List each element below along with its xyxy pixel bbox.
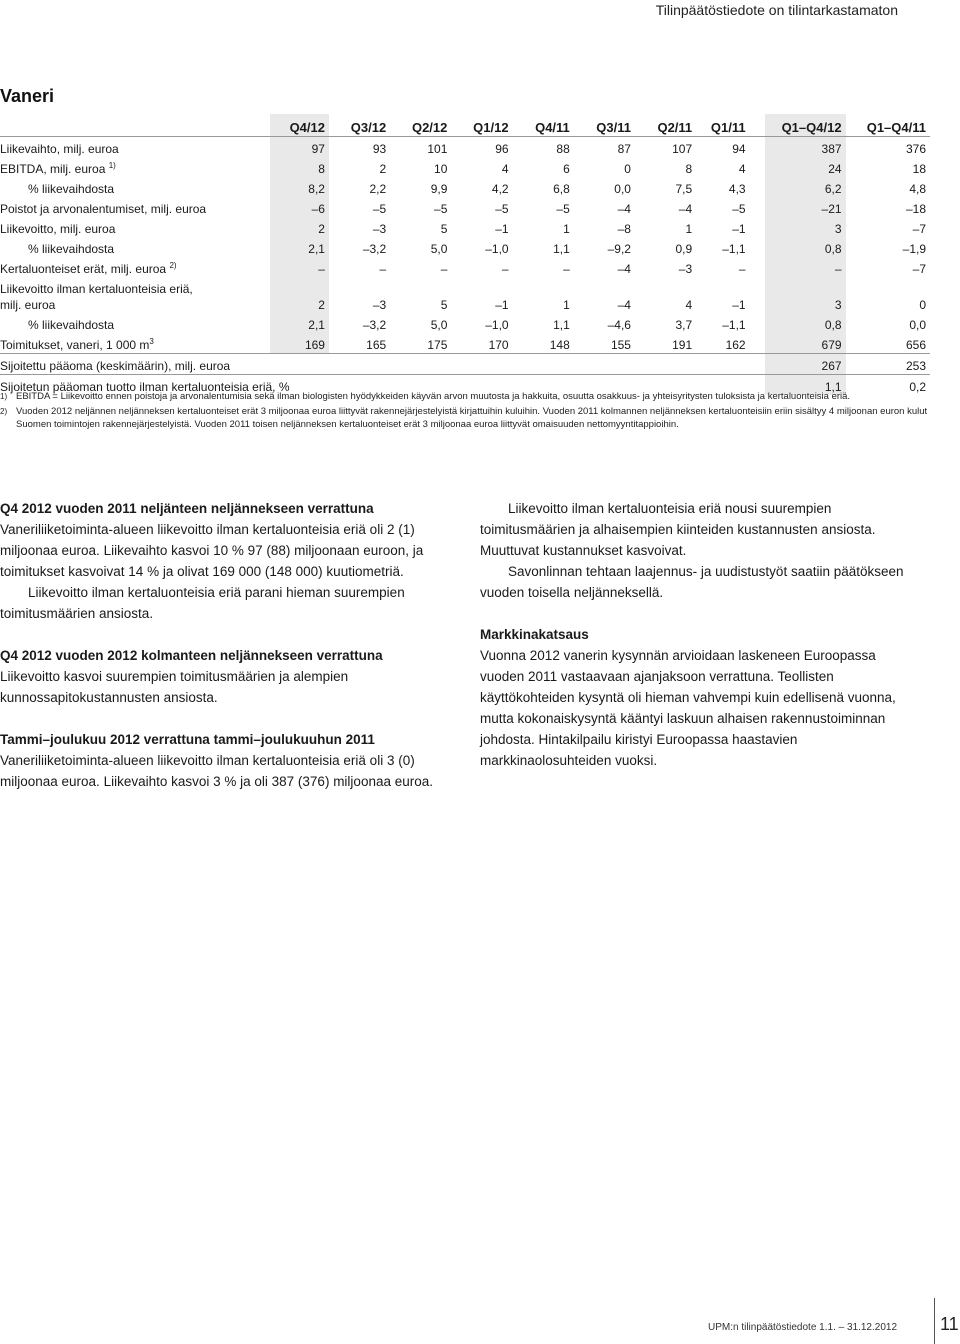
table-cell: 8	[270, 157, 329, 177]
table-cell: 0	[919, 298, 926, 312]
table-header-blank	[0, 114, 270, 137]
table-cell: 24	[765, 157, 846, 177]
table-cell: 5,0	[430, 242, 448, 256]
table-row	[0, 277, 930, 313]
section-title: Vaneri	[0, 86, 55, 106]
table-row	[0, 313, 930, 333]
table-cell: 6,2	[765, 177, 846, 197]
table-cell: –1,1	[722, 242, 746, 256]
subheading: Tammi–joulukuu 2012 verrattuna tammi–joulukuuhun 2011	[0, 732, 375, 747]
subheading: Q4 2012 vuoden 2012 kolmanteen neljännekseen verrattuna	[0, 648, 383, 663]
table-cell: 4	[738, 162, 746, 176]
table-cell: 9,9	[430, 182, 448, 196]
row-label: Liikevoitto, milj. euroa	[0, 222, 116, 236]
table-cell: 0,2	[846, 375, 930, 396]
column-header: Q1–Q4/11	[866, 120, 926, 135]
footnote	[0, 405, 930, 431]
table-cell: –1,1	[722, 318, 746, 332]
table-cell: 96	[451, 137, 512, 158]
column-header: Q4/11	[535, 120, 570, 135]
footer-text: UPM:n tilinpäätöstiedote 1.1. – 31.12.2012	[708, 1322, 898, 1333]
table-cell: 6	[563, 162, 570, 176]
table-cell: 4,3	[728, 182, 746, 196]
footnote-text: EBITDA = Liikevoitto ennen poistoja ja arvonalentumisia sekä ilman biologisten hyödykkeiden käyvän arvon muutosta ja hakkuita, osuutta osakkuus- ja yhteisyritysten tuloksista ja kertaluonteisia eriä.	[16, 391, 851, 402]
table-row	[0, 177, 930, 197]
footnote-text: Vuoden 2012 neljännen neljänneksen kertaluonteiset erät 3 miljoonaa euroa liittyvät rakennejärjestelyistä kirjattuihin kuluihin. Vuoden 2011 kolmannen neljänneksen kertaluonteisiin eriin sisältyy 4 miljoonan euron kulut Suomen toimintojen rakennejärjestelyistä. Vuoden 2011 toisen neljänneksen kertaluonteiset erät 3 miljoonaa euroa liittyvät omaisuuden nettomyyntitappioihin.	[16, 406, 928, 430]
table-row	[0, 217, 930, 237]
table-cell: –1	[732, 298, 746, 312]
table-cell: 7,5	[675, 182, 693, 196]
column-header: Q2/11	[657, 120, 693, 135]
table-cell: 8,2	[270, 177, 329, 197]
table-cell: –18	[905, 202, 926, 216]
row-label: % liikevaihdosta	[28, 318, 115, 332]
table-cell: –8	[617, 222, 631, 236]
table-row	[0, 197, 930, 217]
left-column	[0, 498, 442, 792]
row-label: % liikevaihdosta	[28, 182, 115, 196]
right-column	[480, 498, 922, 771]
footer-divider	[934, 1298, 935, 1344]
table-cell: –1,0	[485, 318, 509, 332]
table-cell: 1	[563, 222, 570, 236]
table-cell: 253	[846, 354, 930, 375]
table-cell: 4	[501, 162, 509, 176]
table-cell: 175	[427, 338, 448, 352]
row-label: Sijoitetun pääoman tuotto ilman kertaluonteisia eriä, %	[0, 375, 750, 396]
table-cell: 376	[846, 137, 930, 158]
table-cell: –5	[372, 202, 387, 216]
table-header-row	[0, 114, 930, 137]
table-cell: –3,2	[362, 318, 387, 332]
table-cell: 5	[440, 298, 448, 312]
table-row	[0, 137, 930, 158]
table-cell: 1,1	[553, 242, 570, 256]
column-header: Q2/12	[411, 120, 448, 135]
table-cell: 2,2	[369, 182, 387, 196]
table-cell: 191	[672, 338, 693, 352]
column-header: Q1/12	[473, 120, 509, 135]
table-cell: –1,9	[902, 242, 926, 256]
column-header: Q1/11	[710, 120, 746, 135]
table-cell: –3	[372, 222, 387, 236]
table-cell: –6	[270, 197, 329, 217]
table-cell: 267	[765, 354, 846, 375]
table-cell: 8	[685, 162, 693, 176]
table-cell: –21	[765, 197, 846, 217]
table-row	[0, 257, 930, 277]
table-row	[0, 333, 930, 354]
table-cell: 155	[610, 338, 631, 352]
table-row	[0, 354, 930, 375]
table-cell: 1	[685, 222, 693, 236]
financial-table	[0, 114, 930, 395]
table-cell: –9,2	[607, 242, 631, 256]
row-label: Toimitukset, vaneri, 1 000 $m^3$	[0, 337, 154, 352]
superscript-3: 3	[149, 337, 154, 346]
table-cell: 170	[488, 338, 509, 352]
table-cell: 0	[624, 162, 631, 176]
table-cell: –4	[617, 202, 631, 216]
table-cell: –4	[678, 202, 693, 216]
table-cell: 18	[912, 162, 926, 176]
footnote-mark: 1)	[0, 392, 8, 401]
table-cell: 656	[905, 338, 926, 352]
table-cell: 94	[696, 137, 749, 158]
row-label: Liikevaihto, milj. euroa	[0, 137, 270, 158]
table-cell: –4,6	[607, 318, 631, 332]
row-label: Poistot ja arvonalentumiset, milj. euroa	[0, 202, 207, 216]
table-cell: 2,1	[270, 313, 329, 333]
paragraph: Liikevoitto ilman kertaluonteisia eriä parani hieman suurempien toimitusmäärien ansiosta.	[0, 585, 405, 621]
table-cell: –	[270, 257, 329, 277]
table-cell: 2	[270, 217, 329, 237]
table-cell: 2,1	[270, 237, 329, 257]
table-cell: –5	[556, 202, 570, 216]
table-cell: 4,2	[491, 182, 509, 196]
table-cell: 93	[329, 137, 390, 158]
table-cell: –4	[617, 262, 631, 276]
table-cell: 88	[513, 137, 574, 158]
footnotes	[0, 390, 930, 433]
table-cell: 0,8	[765, 237, 846, 257]
table-cell: –3	[372, 298, 387, 312]
table-cell: 1,1	[553, 318, 570, 332]
table-cell: –1	[732, 222, 746, 236]
table-cell: 10	[434, 162, 448, 176]
table-cell: 2	[270, 277, 329, 313]
table-cell: –	[501, 262, 509, 276]
running-header: Tilinpäätöstiedote on tilintarkastamaton	[655, 2, 898, 18]
footnote-mark: 2)	[0, 407, 8, 416]
table-cell: –5	[495, 202, 509, 216]
table-cell: –1	[495, 222, 509, 236]
table-cell: 4	[685, 298, 693, 312]
row-label: Kertaluonteiset erät, milj. euroa $^{2)}$	[0, 261, 177, 276]
paragraph: Vaneriliiketoiminta-alueen liikevoitto ilman kertaluonteisia eriä oli 2 (1) miljoonaa euroa. Liikevaihto kasvoi 10 % 97 (88) miljoonaan euroon, ja toimitukset kasvoivat 14 % ja olivat 169 000 (148 000) kuutiometriä.	[0, 522, 424, 579]
table-cell: 87	[574, 137, 635, 158]
paragraph: Savonlinnan tehtaan laajennus- ja uudistustyöt saatiin päätökseen vuoden toisella neljänneksellä.	[480, 564, 904, 600]
table-cell: 3	[765, 217, 846, 237]
table-cell: 5	[440, 222, 448, 236]
table-cell: –5	[434, 202, 448, 216]
table-row	[0, 157, 930, 177]
footnote-marker: 1)	[108, 161, 116, 170]
table-cell: –4	[617, 298, 631, 312]
subheading: Q4 2012 vuoden 2011 neljänteen neljännekseen verrattuna	[0, 501, 374, 516]
column-header: Q1–Q4/12	[765, 114, 846, 137]
column-header: Q4/12	[270, 114, 329, 137]
table-cell: 387	[765, 137, 846, 158]
table-cell: 5,0	[430, 318, 448, 332]
table-cell: 679	[765, 333, 846, 354]
row-label: Liikevoitto ilman kertaluonteisia eriä, milj. euroa	[0, 282, 193, 312]
table-row	[0, 237, 930, 257]
column-header: Q3/11	[596, 120, 631, 135]
table-cell: 0,9	[675, 242, 693, 256]
table-cell: –7	[912, 222, 926, 236]
table-cell: 107	[635, 137, 696, 158]
column-header: Q3/12	[350, 120, 387, 135]
table-cell: 2	[379, 162, 387, 176]
table-cell: 3	[765, 277, 846, 313]
table-cell: –5	[732, 202, 746, 216]
row-label: EBITDA, milj. euroa $^{1)}$	[0, 161, 116, 176]
table-cell: 165	[366, 338, 387, 352]
row-label: Sijoitettu pääoma (keskimäärin), milj. euroa	[0, 354, 750, 375]
paragraph: Vaneriliiketoiminta-alueen liikevoitto ilman kertaluonteisia eriä oli 3 (0) miljoonaa euroa. Liikevaihto kasvoi 3 % ja oli 387 (376) miljoonaa euroa.	[0, 753, 434, 789]
table-cell: 148	[549, 338, 570, 352]
table-cell: –3	[678, 262, 693, 276]
page-number: 11	[940, 1314, 959, 1334]
table-cell: –	[738, 262, 746, 276]
footnote	[0, 390, 930, 403]
table-cell: 4,8	[909, 182, 926, 196]
row-label: % liikevaihdosta	[28, 242, 115, 256]
table-cell: 0,8	[765, 313, 846, 333]
subheading: Markkinakatsaus	[480, 627, 589, 642]
table-cell: 6,8	[553, 182, 570, 196]
table-cell: –	[440, 262, 448, 276]
table-cell: 101	[390, 137, 451, 158]
table-cell: 3,7	[675, 318, 693, 332]
table-cell: 0,0	[909, 318, 926, 332]
table-cell: –	[563, 262, 570, 276]
table-cell: –7	[912, 262, 926, 276]
table-cell: –1	[495, 298, 509, 312]
paragraph: Liikevoitto ilman kertaluonteisia eriä nousi suurempien toimitusmäärien ja alhaisempien kiinteiden kustannusten ansiosta. Muuttuvat kustannukset kasvoivat.	[480, 501, 876, 558]
table-cell: –3,2	[362, 242, 387, 256]
table-cell: 1	[563, 298, 570, 312]
table-cell: 169	[270, 333, 329, 354]
table-cell: 97	[270, 137, 329, 158]
table-cell: –1,0	[485, 242, 509, 256]
table-cell: 162	[725, 338, 746, 352]
table-cell: –	[765, 257, 846, 277]
footnote-marker: 2)	[169, 261, 177, 270]
table-cell: –	[379, 262, 387, 276]
table-cell: 0,0	[614, 182, 631, 196]
table-cell: 1,1	[765, 375, 846, 396]
paragraph: Liikevoitto kasvoi suurempien toimitusmäärien ja alempien kunnossapitokustannusten ansiosta.	[0, 669, 349, 705]
paragraph: Vuonna 2012 vanerin kysynnän arvioidaan laskeneen Euroopassa vuoden 2011 vastaavaan ajanjaksoon verrattuna. Teollisten käyttökohteiden kysyntä oli hieman vahvempi kuin edellisenä vuonna, mutta kokonaiskysyntä kääntyi laskuun alhaisen rakennustoiminnan johdosta. Hintakilpailu kiristyi Euroopassa haastavien markkinaolosuhteiden vuoksi.	[480, 648, 896, 768]
